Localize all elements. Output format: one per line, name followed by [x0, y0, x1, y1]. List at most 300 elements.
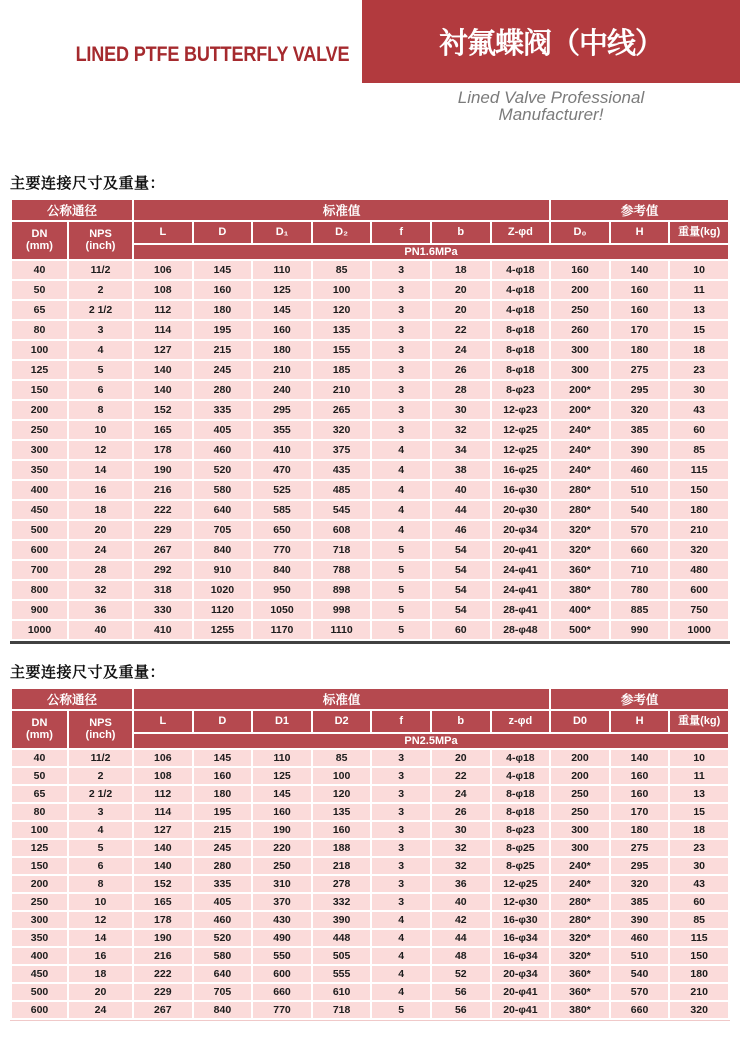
table-header — [11, 199, 729, 260]
cell: 4 — [371, 947, 431, 965]
group-header-standard: 标准值 — [133, 688, 550, 710]
cell: 3 — [371, 767, 431, 785]
cell: 185 — [312, 360, 372, 380]
cell: 608 — [312, 520, 372, 540]
cell: 8-φ18 — [491, 785, 551, 803]
cell: 44 — [431, 500, 491, 520]
table-row — [11, 875, 729, 893]
cell: 245 — [193, 839, 253, 857]
cell: 12-φ30 — [491, 893, 551, 911]
pressure-rating-label: PN2.5MPa — [133, 733, 729, 749]
table-row — [11, 911, 729, 929]
cell: 400 — [11, 480, 68, 500]
cell: 600 — [11, 1001, 68, 1019]
cell: 32 — [431, 420, 491, 440]
table-row — [11, 560, 729, 580]
cell: 380* — [550, 1001, 610, 1019]
cell: 30 — [431, 821, 491, 839]
cell: 570 — [610, 983, 670, 1001]
cell: 3 — [371, 749, 431, 767]
cell: 950 — [252, 580, 312, 600]
group-header-reference: 参考值 — [550, 688, 729, 710]
table-row — [11, 440, 729, 460]
cell: 718 — [312, 540, 372, 560]
cell: 5 — [371, 620, 431, 640]
cell: 885 — [610, 600, 670, 620]
cell: 60 — [669, 893, 729, 911]
column-header: L — [133, 710, 193, 733]
cell: 3 — [371, 821, 431, 839]
column-header: H — [610, 710, 670, 733]
cell: 267 — [133, 540, 193, 560]
cell: 54 — [431, 540, 491, 560]
cell: 390 — [312, 911, 372, 929]
cell: 240* — [550, 875, 610, 893]
spec-table-pn25 — [10, 687, 730, 1020]
cell: 34 — [431, 440, 491, 460]
cell: 150 — [669, 947, 729, 965]
cell: 200 — [11, 875, 68, 893]
cell: 145 — [252, 785, 312, 803]
cell: 12-φ25 — [491, 420, 551, 440]
cell: 520 — [193, 929, 253, 947]
cell: 510 — [610, 480, 670, 500]
cell: 3 — [371, 360, 431, 380]
cell: 115 — [669, 460, 729, 480]
section-pn25 — [10, 661, 730, 1021]
cell: 250 — [550, 803, 610, 821]
cell: 210 — [252, 360, 312, 380]
cell: 405 — [193, 893, 253, 911]
cell: 460 — [193, 440, 253, 460]
cell: 180 — [669, 500, 729, 520]
cell: 125 — [252, 280, 312, 300]
cell: 2 — [68, 767, 133, 785]
cell: 320 — [669, 1001, 729, 1019]
cell: 114 — [133, 320, 193, 340]
cell: 640 — [193, 965, 253, 983]
cell: 20 — [431, 749, 491, 767]
cell: 170 — [610, 803, 670, 821]
product-title-chinese-banner: 衬氟蝶阀（中线） — [362, 0, 740, 83]
table-row — [11, 749, 729, 767]
cell: 195 — [193, 803, 253, 821]
cell: 24-φ41 — [491, 580, 551, 600]
cell: 705 — [193, 520, 253, 540]
cell: 320 — [610, 400, 670, 420]
cell: 23 — [669, 360, 729, 380]
cell: 1255 — [193, 620, 253, 640]
cell: 500* — [550, 620, 610, 640]
cell: 10 — [68, 420, 133, 440]
cell: 220 — [252, 839, 312, 857]
cell: 1000 — [669, 620, 729, 640]
cell: 150 — [11, 380, 68, 400]
manufacturer-tagline — [362, 89, 740, 124]
column-header-dn: DN (mm) — [11, 221, 68, 260]
cell: 24 — [431, 340, 491, 360]
cell: 480 — [669, 560, 729, 580]
column-header: D₁ — [252, 221, 312, 244]
cell: 178 — [133, 440, 193, 460]
table-row — [11, 320, 729, 340]
table-row — [11, 839, 729, 857]
table-row — [11, 280, 729, 300]
table-row — [11, 480, 729, 500]
cell: 267 — [133, 1001, 193, 1019]
cell: 24 — [68, 540, 133, 560]
cell: 16 — [68, 947, 133, 965]
cell: 525 — [252, 480, 312, 500]
table-row — [11, 821, 729, 839]
cell: 275 — [610, 839, 670, 857]
cell: 190 — [133, 460, 193, 480]
cell: 100 — [11, 340, 68, 360]
column-header: H — [610, 221, 670, 244]
cell: 260 — [550, 320, 610, 340]
cell: 160 — [610, 300, 670, 320]
column-header-dn: DN (mm) — [11, 710, 68, 749]
cell: 114 — [133, 803, 193, 821]
cell: 510 — [610, 947, 670, 965]
cell: 100 — [312, 767, 372, 785]
cell: 28 — [68, 560, 133, 580]
cell: 250 — [252, 857, 312, 875]
cell: 40 — [11, 749, 68, 767]
cell: 318 — [133, 580, 193, 600]
cell: 14 — [68, 460, 133, 480]
cell: 280* — [550, 480, 610, 500]
cell: 215 — [193, 821, 253, 839]
tagline-line-1: Lined Valve Professional — [457, 88, 645, 107]
cell: 610 — [312, 983, 372, 1001]
cell: 240* — [550, 857, 610, 875]
group-header-standard: 标准值 — [133, 199, 550, 221]
cell: 150 — [11, 857, 68, 875]
cell: 216 — [133, 480, 193, 500]
group-header-reference: 参考值 — [550, 199, 729, 221]
cell: 180 — [193, 785, 253, 803]
cell: 16-φ34 — [491, 947, 551, 965]
cell: 4-φ18 — [491, 300, 551, 320]
cell: 160 — [312, 821, 372, 839]
cell: 20 — [431, 300, 491, 320]
cell: 150 — [669, 480, 729, 500]
cell: 500 — [11, 520, 68, 540]
cell: 140 — [133, 380, 193, 400]
cell: 5 — [371, 580, 431, 600]
cell: 18 — [669, 340, 729, 360]
cell: 4-φ18 — [491, 767, 551, 785]
column-header: D₂ — [312, 221, 372, 244]
cell: 840 — [252, 560, 312, 580]
cell: 145 — [252, 300, 312, 320]
cell: 12-φ25 — [491, 875, 551, 893]
table-row — [11, 580, 729, 600]
cell: 3 — [371, 785, 431, 803]
table-wrapper — [10, 687, 730, 1021]
cell: 160 — [550, 260, 610, 280]
cell: 5 — [371, 600, 431, 620]
cell: 1120 — [193, 600, 253, 620]
table-row — [11, 600, 729, 620]
cell: 292 — [133, 560, 193, 580]
cell: 24-φ41 — [491, 560, 551, 580]
cell: 140 — [133, 857, 193, 875]
cell: 3 — [371, 857, 431, 875]
cell: 385 — [610, 420, 670, 440]
column-header: 重量(kg) — [669, 221, 729, 244]
table-row — [11, 965, 729, 983]
section-title: 主要连接尺寸及重量： — [10, 663, 166, 681]
table-row — [11, 785, 729, 803]
cell: 280 — [193, 857, 253, 875]
column-header: D — [193, 221, 253, 244]
cell: 4 — [371, 929, 431, 947]
cell: 4 — [371, 965, 431, 983]
cell: 85 — [312, 749, 372, 767]
table-row — [11, 767, 729, 785]
cell: 20 — [68, 983, 133, 1001]
cell: 165 — [133, 420, 193, 440]
cell: 170 — [610, 320, 670, 340]
cell: 2 1/2 — [68, 785, 133, 803]
cell: 155 — [312, 340, 372, 360]
cell: 540 — [610, 500, 670, 520]
cell: 28 — [431, 380, 491, 400]
cell: 8-φ23 — [491, 821, 551, 839]
cell: 300 — [550, 839, 610, 857]
cell: 900 — [11, 600, 68, 620]
table-wrapper — [10, 198, 730, 644]
cell: 780 — [610, 580, 670, 600]
cell: 140 — [610, 260, 670, 280]
cell: 20-φ30 — [491, 500, 551, 520]
table-row — [11, 380, 729, 400]
cell: 4-φ18 — [491, 749, 551, 767]
table-row — [11, 620, 729, 640]
cell: 898 — [312, 580, 372, 600]
column-header: D0 — [550, 710, 610, 733]
cell: 60 — [669, 420, 729, 440]
spec-table-pn16 — [10, 198, 730, 641]
cell: 32 — [431, 857, 491, 875]
cell: 320* — [550, 540, 610, 560]
cell: 250 — [11, 420, 68, 440]
cell: 3 — [371, 839, 431, 857]
cell: 385 — [610, 893, 670, 911]
cell: 160 — [193, 767, 253, 785]
cell: 20-φ34 — [491, 520, 551, 540]
cell: 12-φ25 — [491, 440, 551, 460]
cell: 320* — [550, 947, 610, 965]
cell: 210 — [669, 983, 729, 1001]
cell: 160 — [610, 767, 670, 785]
cell: 135 — [312, 320, 372, 340]
column-header: f — [371, 221, 431, 244]
cell: 210 — [312, 380, 372, 400]
cell: 450 — [11, 500, 68, 520]
table-row — [11, 500, 729, 520]
cell: 410 — [133, 620, 193, 640]
column-header-nps: NPS (inch) — [68, 710, 133, 749]
cell: 265 — [312, 400, 372, 420]
cell: 700 — [11, 560, 68, 580]
cell: 20-φ34 — [491, 965, 551, 983]
table-row — [11, 983, 729, 1001]
cell: 15 — [669, 803, 729, 821]
cell: 550 — [252, 947, 312, 965]
cell: 295 — [610, 380, 670, 400]
cell: 140 — [133, 839, 193, 857]
cell: 200* — [550, 400, 610, 420]
cell: 8-φ25 — [491, 857, 551, 875]
cell: 280* — [550, 500, 610, 520]
cell: 30 — [431, 400, 491, 420]
cell: 245 — [193, 360, 253, 380]
cell: 145 — [193, 260, 253, 280]
cell: 250 — [550, 300, 610, 320]
cell: 110 — [252, 749, 312, 767]
cell: 280 — [193, 380, 253, 400]
cell: 188 — [312, 839, 372, 857]
cell: 990 — [610, 620, 670, 640]
cell: 24 — [431, 785, 491, 803]
cell: 36 — [68, 600, 133, 620]
cell: 3 — [371, 893, 431, 911]
cell: 127 — [133, 821, 193, 839]
cell: 4 — [68, 340, 133, 360]
cell: 40 — [431, 893, 491, 911]
cell: 216 — [133, 947, 193, 965]
cell: 8-φ18 — [491, 340, 551, 360]
cell: 229 — [133, 520, 193, 540]
cell: 485 — [312, 480, 372, 500]
cell: 6 — [68, 857, 133, 875]
table-row — [11, 929, 729, 947]
cell: 145 — [193, 749, 253, 767]
cell: 200* — [550, 380, 610, 400]
column-header: 重量(kg) — [669, 710, 729, 733]
cell: 3 — [371, 320, 431, 340]
group-header-nominal: 公称通径 — [11, 199, 133, 221]
cell: 195 — [193, 320, 253, 340]
cell: 112 — [133, 300, 193, 320]
cell: 222 — [133, 965, 193, 983]
cell: 80 — [11, 320, 68, 340]
cell: 6 — [68, 380, 133, 400]
cell: 3 — [68, 803, 133, 821]
cell: 3 — [371, 340, 431, 360]
cell: 180 — [610, 340, 670, 360]
cell: 22 — [431, 320, 491, 340]
cell: 5 — [371, 560, 431, 580]
cell: 180 — [193, 300, 253, 320]
cell: 56 — [431, 1001, 491, 1019]
cell: 390 — [610, 911, 670, 929]
cell: 11/2 — [68, 260, 133, 280]
cell: 12 — [68, 440, 133, 460]
table-row — [11, 947, 729, 965]
cell: 50 — [11, 767, 68, 785]
cell: 125 — [252, 767, 312, 785]
cell: 380* — [550, 580, 610, 600]
cell: 310 — [252, 875, 312, 893]
cell: 40 — [11, 260, 68, 280]
cell: 40 — [68, 620, 133, 640]
cell: 8-φ25 — [491, 839, 551, 857]
cell: 240* — [550, 440, 610, 460]
cell: 840 — [193, 540, 253, 560]
cell: 43 — [669, 875, 729, 893]
cell: 320 — [312, 420, 372, 440]
cell: 178 — [133, 911, 193, 929]
cell: 152 — [133, 400, 193, 420]
cell: 152 — [133, 875, 193, 893]
cell: 335 — [193, 875, 253, 893]
cell: 390 — [610, 440, 670, 460]
cell: 215 — [193, 340, 253, 360]
cell: 222 — [133, 500, 193, 520]
column-header: z-φd — [491, 710, 551, 733]
banner-left — [0, 0, 362, 83]
cell: 110 — [252, 260, 312, 280]
cell: 448 — [312, 929, 372, 947]
cell: 430 — [252, 911, 312, 929]
cell: 360* — [550, 965, 610, 983]
cell: 10 — [68, 893, 133, 911]
cell: 5 — [68, 360, 133, 380]
cell: 200 — [550, 749, 610, 767]
cell: 8-φ23 — [491, 380, 551, 400]
tagline-line-2: Manufacturer! — [498, 105, 604, 125]
cell: 570 — [610, 520, 670, 540]
cell: 500 — [11, 983, 68, 1001]
cell: 48 — [431, 947, 491, 965]
cell: 240 — [252, 380, 312, 400]
cell: 555 — [312, 965, 372, 983]
cell: 600 — [669, 580, 729, 600]
column-header: D₀ — [550, 221, 610, 244]
cell: 2 — [68, 280, 133, 300]
cell: 43 — [669, 400, 729, 420]
cell: 42 — [431, 911, 491, 929]
cell: 710 — [610, 560, 670, 580]
cell: 20-φ41 — [491, 983, 551, 1001]
cell: 410 — [252, 440, 312, 460]
cell: 490 — [252, 929, 312, 947]
cell: 32 — [68, 580, 133, 600]
cell: 5 — [371, 1001, 431, 1019]
table-row — [11, 540, 729, 560]
cell: 160 — [610, 785, 670, 803]
cell: 280* — [550, 893, 610, 911]
cell: 10 — [669, 749, 729, 767]
table-body — [11, 749, 729, 1019]
cell: 115 — [669, 929, 729, 947]
cell: 300 — [11, 440, 68, 460]
table-row — [11, 420, 729, 440]
cell: 4 — [371, 911, 431, 929]
cell: 54 — [431, 580, 491, 600]
cell: 16 — [68, 480, 133, 500]
cell: 120 — [312, 785, 372, 803]
cell: 3 — [68, 320, 133, 340]
cell: 240* — [550, 420, 610, 440]
cell: 295 — [252, 400, 312, 420]
cell: 20 — [431, 280, 491, 300]
cell: 140 — [610, 749, 670, 767]
